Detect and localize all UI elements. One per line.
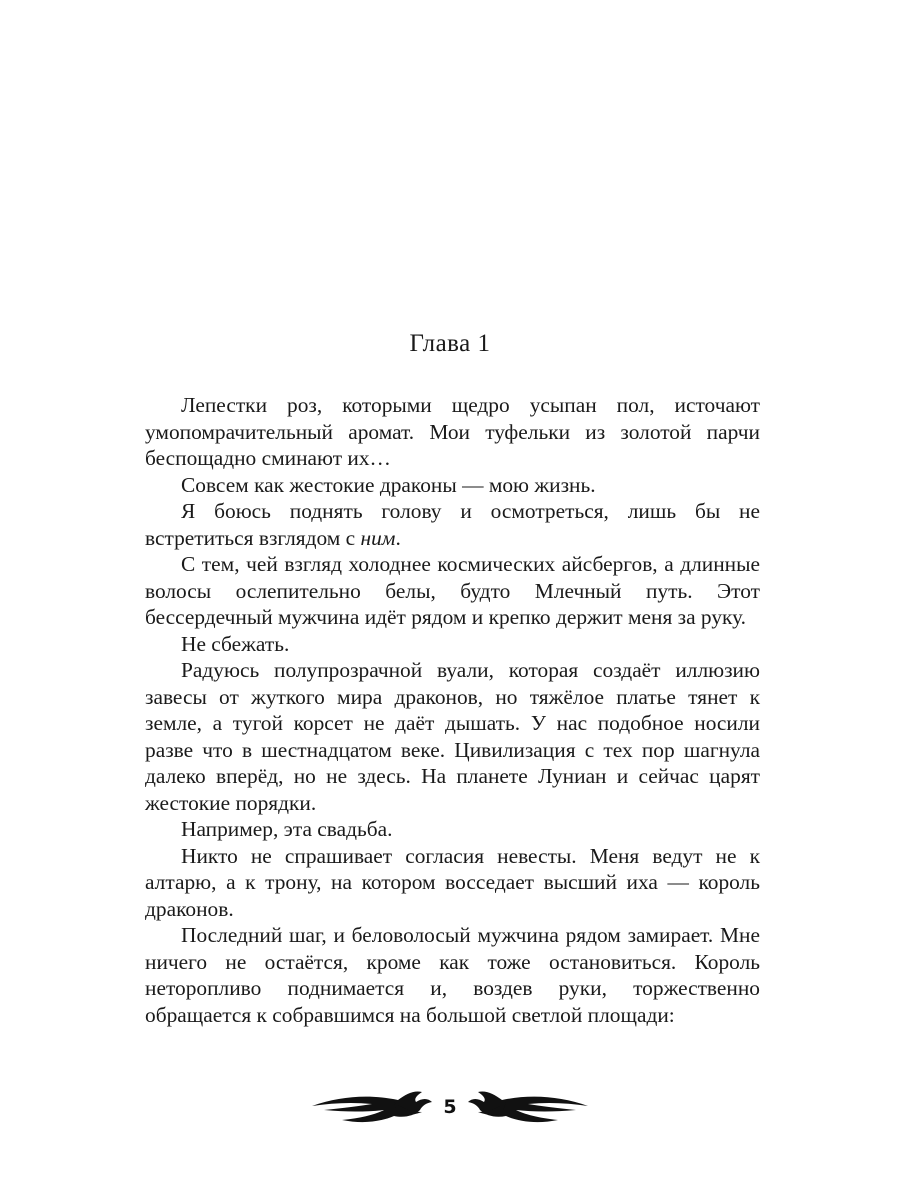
emphasized-word: ним: [360, 525, 396, 550]
paragraph-text: .: [395, 525, 401, 550]
paragraph: Никто не спрашивает согласия невесты. Меня ведут не к алтарю, а к трону, на котором восседает высший иха — король драконов.: [145, 843, 760, 921]
page-footer: [0, 1082, 900, 1132]
paragraph-with-emphasis: [145, 498, 760, 551]
paragraph: Лепестки роз, которыми щедро усыпан пол, источают умопомрачительный аромат. Мои туфельки из золотой парчи беспощадно сминают их…: [145, 393, 760, 470]
paragraph: С тем, чей взгляд холоднее космических айсбергов, а длинные волосы ослепительно белы, будто Млечный путь. Этот бессердечный мужчина идёт рядом и крепко держит меня за руку.: [145, 552, 760, 629]
body-text: [145, 392, 760, 1028]
chapter-title: Глава 1: [409, 330, 491, 357]
paragraph: Совсем как жестокие драконы — мою жизнь.: [181, 472, 596, 497]
paragraph: Не сбежать.: [181, 631, 290, 656]
paragraph: Последний шаг, и беловолосый мужчина рядом замирает. Мне ничего не остаётся, кроме как тоже остановиться. Король неторопливо поднимается и, воздев руки, торжественно обращается к собравшимся на большой светлой площади:: [145, 923, 760, 1027]
paragraph: Радуюсь полупрозрачной вуали, которая создаёт иллюзию завесы от жуткого мира драконов, но тяжёлое платье тянет к земле, а тугой корсет не даёт дышать. У нас подобное носили разве что в шестнадцатом веке. Цивилизация с тех пор шагнула далеко вперёд, но не здесь. На планете Луниан и сейчас царят жестокие порядки.: [145, 658, 760, 815]
paragraph-text: Я боюсь поднять голову и осмотреться, лишь бы не встретиться взглядом с: [145, 499, 760, 550]
paragraph: Например, эта свадьба.: [181, 817, 393, 841]
page-number: 5: [443, 1096, 457, 1118]
